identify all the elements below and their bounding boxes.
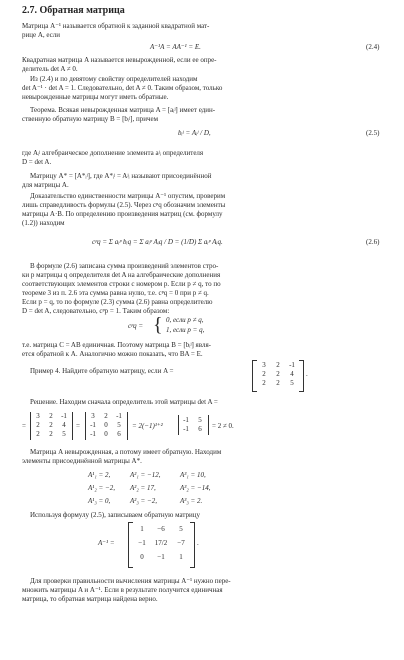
text-line: делитель det A ≠ 0. bbox=[22, 65, 78, 73]
text-line: Матрица A невырожденная, а потому имеет обратную. Находим bbox=[30, 448, 222, 456]
det-cell: -1 bbox=[116, 412, 122, 420]
det-cell: 3 bbox=[36, 412, 40, 420]
matrix-cell: 2 bbox=[276, 379, 280, 387]
inverse-lhs: A⁻¹ = bbox=[98, 539, 115, 547]
cofactor: A¹₂ = −2, bbox=[88, 484, 116, 492]
matrix-cell: 2 bbox=[276, 361, 280, 369]
text-line: Матрица A⁻¹ называется обратной к заданной квадратной мат- bbox=[22, 22, 210, 30]
det-cell: 5 bbox=[117, 421, 121, 429]
det-bar-left bbox=[30, 412, 31, 440]
matrix-bracket-left bbox=[252, 360, 257, 392]
equation-number: (2.6) bbox=[366, 238, 380, 246]
text-line: элементы присоединённой матрицы A*. bbox=[22, 457, 142, 465]
det-cell: 5 bbox=[198, 416, 202, 424]
text-line: Используя формулу (2.5), записываем обратную матрицу bbox=[30, 511, 201, 519]
cofactor: A¹₁ = 2, bbox=[88, 471, 111, 479]
punctuation: . bbox=[306, 370, 308, 378]
det-cell: -1 bbox=[61, 412, 67, 420]
text-line: где Aᵢʲ алгебраическое дополнение элемента aʲᵢ определителя bbox=[22, 149, 204, 157]
det-cell: -1 bbox=[183, 425, 189, 433]
det-cell: 4 bbox=[62, 421, 66, 429]
kronecker-case-a: 0, если p ≠ q, bbox=[166, 316, 204, 324]
theorem-line: Теорема. Всякая невырожденная матрица A = [aᵢʲ] имеет един- bbox=[30, 106, 216, 114]
text-line: Матрицу A* = [A*ᵢʲ], где A*ᵢʲ = Aʲᵢ называют присоединённой bbox=[30, 172, 212, 180]
text-line: лишь справедливость формулы (2.5). Через cᵖq обозначим элементы bbox=[22, 201, 226, 209]
det-cell: 2 bbox=[104, 412, 108, 420]
text-line: матрица, то обратная матрица найдена верно. bbox=[22, 595, 158, 603]
equation-2-5: bᵢʲ = Aᵢʲ / D, bbox=[178, 129, 211, 137]
text-line: Квадратная матрица A называется невырожденной, если ее опре- bbox=[22, 56, 217, 64]
cofactor: A³₁ = 10, bbox=[180, 471, 206, 479]
det-cell: 0 bbox=[104, 421, 108, 429]
matrix-cell: 17/2 bbox=[154, 539, 168, 547]
det-bar-right bbox=[72, 412, 73, 440]
kronecker-lhs: cᵖq = bbox=[128, 322, 144, 330]
text-line: В формуле (2.6) записана сумма произведений элементов стро- bbox=[30, 262, 219, 270]
text-line: D = det A. bbox=[22, 158, 52, 166]
text-line: Для проверки правильности вычисления матрицы A⁻¹ нужно пере- bbox=[30, 577, 231, 585]
text-line: множить матрицы A и A⁻¹. Если в результате получится единичная bbox=[22, 586, 223, 594]
det-result: = 2 ≠ 0. bbox=[212, 422, 234, 430]
matrix-bracket-right bbox=[190, 522, 195, 568]
matrix-cell: −7 bbox=[177, 539, 185, 547]
equation-2-4: A⁻¹A = AA⁻¹ = E. bbox=[150, 43, 201, 51]
det-cell: 0 bbox=[104, 430, 108, 438]
text-line: теореме 3 из п. 2.6 эта сумма равна нулю, т.е. cᵖq = 0 при p ≠ q. bbox=[22, 289, 209, 297]
kronecker-case-b: 1, если p = q, bbox=[166, 326, 205, 334]
det-bar-right bbox=[208, 415, 209, 435]
det-cell: 2 bbox=[36, 421, 40, 429]
matrix-cell: 2 bbox=[276, 370, 280, 378]
brace-icon: { bbox=[153, 314, 163, 336]
det-bar-left bbox=[85, 412, 86, 440]
equation-2-6: cᵖq = Σ aᵢᵖ bᵢq = Σ aᵢᵖ Aᵢq / D = (1/D) Σ aᵢᵖ Aᵢq. bbox=[92, 238, 223, 246]
det-cell: 2 bbox=[49, 421, 53, 429]
equation-number: (2.5) bbox=[366, 129, 380, 137]
det-cell: 5 bbox=[62, 430, 66, 438]
example-line: Пример 4. Найдите обратную матрицу, если A = bbox=[30, 367, 174, 375]
matrix-cell: 5 bbox=[290, 379, 294, 387]
section-title: 2.7. Обратная матрица bbox=[22, 5, 125, 16]
text-line: Если p = q, то по формуле (2.3) сумма (2.6) равна определителю bbox=[22, 298, 213, 306]
det-cell: -1 bbox=[90, 430, 96, 438]
matrix-bracket-left bbox=[128, 522, 133, 568]
det-cell: 2 bbox=[36, 430, 40, 438]
matrix-cell: 2 bbox=[262, 379, 266, 387]
det-cell: 3 bbox=[91, 412, 95, 420]
det-cell: 2 bbox=[49, 430, 53, 438]
text-line: Из (2.4) и по девятому свойству определителей находим bbox=[30, 75, 198, 83]
cofactor: A¹₃ = 0, bbox=[88, 497, 111, 505]
text-line: невырожденные матрицы могут иметь обратные. bbox=[22, 93, 169, 101]
det-cell: 2 bbox=[49, 412, 53, 420]
det-bar-right bbox=[127, 412, 128, 440]
text-line: ется обратной к A. Аналогично можно показать, что BA = E. bbox=[22, 350, 203, 358]
matrix-cell: -1 bbox=[289, 361, 295, 369]
text-line: рице A, если bbox=[22, 31, 61, 39]
matrix-bracket-right bbox=[299, 360, 304, 392]
solution-line: Решение. Находим сначала определитель этой матрицы det A = bbox=[30, 398, 218, 406]
matrix-cell: 1 bbox=[140, 525, 144, 533]
det-cell: -1 bbox=[183, 416, 189, 424]
equals-sign: = bbox=[76, 422, 80, 430]
matrix-cell: 2 bbox=[262, 370, 266, 378]
text-line: ки p матрицы q определителя det A на алгебраические дополнения bbox=[22, 271, 221, 279]
text-line: (1.2)) находим bbox=[22, 219, 65, 227]
equation-number: (2.4) bbox=[366, 43, 380, 51]
matrix-cell: −1 bbox=[138, 539, 146, 547]
matrix-cell: 5 bbox=[179, 525, 183, 533]
matrix-cell: 1 bbox=[179, 553, 183, 561]
det-cell: -1 bbox=[90, 421, 96, 429]
text-line: D = det A, следовательно, cᵖp = 1. Таким образом: bbox=[22, 307, 170, 315]
text-line: соответствующих элементов строки с номером p. Если p ≠ q, то по bbox=[22, 280, 221, 288]
text-line: det A⁻¹ · det A = 1. Следовательно, det A ≠ 0. Таким образом, только bbox=[22, 84, 223, 92]
cofactor: A³₃ = 2. bbox=[180, 497, 203, 505]
text-line: т.е. матрица C = AB единичная. Поэтому матрица B = [bᵢʲ] явля- bbox=[22, 341, 211, 349]
text-line: Доказательство единственности матрицы A⁻¹ опустим, проверим bbox=[30, 192, 226, 200]
matrix-cell: 0 bbox=[140, 553, 144, 561]
text-line: для матрицы A. bbox=[22, 181, 69, 189]
cofactor: A²₃ = −2, bbox=[130, 497, 158, 505]
det-cell: 6 bbox=[117, 430, 121, 438]
matrix-cell: 4 bbox=[290, 370, 294, 378]
det-cell: 6 bbox=[198, 425, 202, 433]
cofactor: A²₂ = 17, bbox=[130, 484, 156, 492]
cofactor: A³₂ = −14, bbox=[180, 484, 211, 492]
punctuation: . bbox=[197, 539, 199, 547]
matrix-cell: 3 bbox=[262, 361, 266, 369]
cofactor: A²₁ = −12, bbox=[130, 471, 161, 479]
det-expansion: = 2(−1)¹⁺² bbox=[132, 422, 163, 430]
matrix-cell: −6 bbox=[157, 525, 165, 533]
text-line: матрицы A·B. По определению произведения матриц (см. формулу bbox=[22, 210, 223, 218]
matrix-cell: −1 bbox=[157, 553, 165, 561]
det-bar-left bbox=[178, 415, 179, 435]
equals-sign: = bbox=[22, 422, 26, 430]
text-line: ственную обратную матрицу B = [bᵢʲ], причем bbox=[22, 115, 159, 123]
